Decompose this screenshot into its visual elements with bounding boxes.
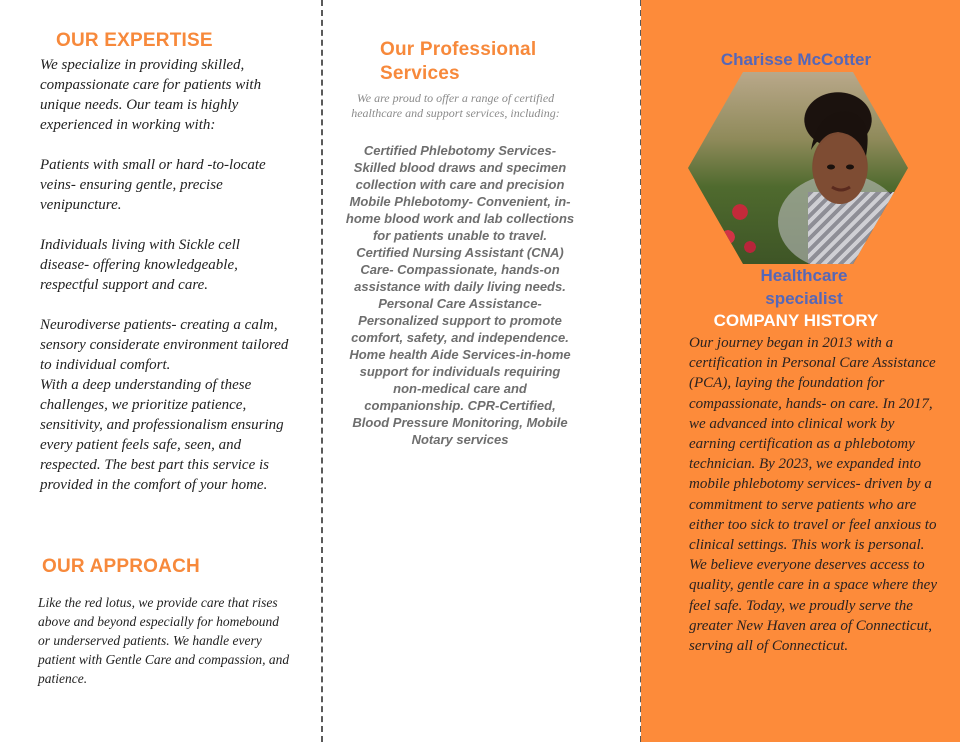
expertise-item-veins: Patients with small or hard -to-locate veins- ensuring gentle, precise venipuncture.: [40, 157, 266, 213]
portrait-figure-icon: [688, 72, 908, 264]
expertise-item-neurodiverse: Neurodiverse patients- creating a calm, sensory considerate environment tailored to individual comfort.: [40, 317, 289, 373]
expertise-item-sickle-cell: Individuals living with Sickle cell disease- offering knowledgeable, respectful support and care.: [40, 237, 240, 293]
expertise-intro: We specialize in providing skilled, compassionate care for patients with unique needs. Our team is highly experienced in working with:: [40, 57, 262, 133]
person-role: Healthcare specialist: [760, 266, 848, 308]
approach-body: Like the red lotus, we provide care that rises above and beyond especially for homebound or underserved patients. We handle every patient with Gentle Care and compassion, and patience.: [38, 595, 290, 686]
expertise-heading: OUR EXPERTISE: [56, 30, 213, 51]
services-intro: We are proud to offer a range of certified healthcare and support services, including:: [351, 91, 560, 120]
history-heading: COMPANY HISTORY: [713, 311, 879, 330]
spacer: [40, 295, 290, 315]
expertise-body: [40, 55, 290, 495]
services-panel: [323, 0, 641, 742]
services-list: Certified Phlebotomy Services- Skilled blood draws and specimen collection with care and precision Mobile Phlebotomy- Convenient, in-home blood work and lab collections for patients unable to travel. Certified Nursing Assistant (CNA) Care- Compassionate, hands-on assistance with daily living needs. Personal Care Assistance-Personalized support to promote comfort, safety, and independence. Home health Aide Services-in-home support for individuals requiring non-medical care and companionship. CPR-Certified, Blood Pressure Monitoring, Mobile Notary services: [345, 143, 575, 447]
services-heading: Our Professional Services: [380, 39, 537, 84]
history-body: Our journey began in 2013 with a certification in Personal Care Assistance (PCA), laying the foundation for compassionate, hands- on care. In 2017, we advanced into clinical work by earning certification as a phlebotomy technician. By 2023, we expanded into mobile phlebotomy services- driven by a commitment to serve patients who are either too sick to travel or feel anxious to clinical settings. This work is personal. We believe everyone deserves access to quality, gentle care in a space where they feel safe. Today, we proudly serve the greater New Haven area of Connecticut, serving all of Connecticut.: [689, 335, 937, 655]
person-photo-icon: [688, 72, 908, 264]
person-name: Charisse McCotter: [720, 50, 872, 69]
expertise-panel: [0, 0, 322, 742]
profile-panel: [641, 0, 960, 742]
spacer: [40, 135, 290, 155]
expertise-closing: With a deep understanding of these challenges, we prioritize patience, sensitivity, and professionalism ensuring every patient feels safe, seen, and respected. The best part this service is provided in the comfort of your home.: [40, 377, 284, 493]
approach-heading: OUR APPROACH: [42, 556, 200, 577]
spacer: [40, 215, 290, 235]
